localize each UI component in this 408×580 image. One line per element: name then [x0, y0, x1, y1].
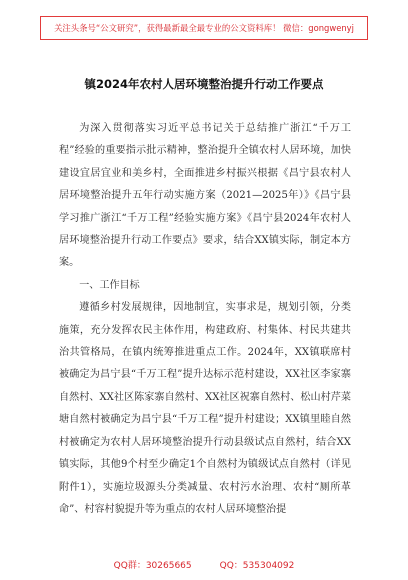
- footer-contact: [0, 558, 408, 571]
- section-heading-work-goals: 一、工作目标: [79, 279, 140, 291]
- footer-qq-number: QQ：535304092: [219, 561, 295, 571]
- document-title: 镇2024年农村人居环境整治提升行动工作要点: [84, 77, 324, 91]
- work-goals-paragraph: 遵循乡村发展规律，因地制宜，实事求是，规划引领，分类施策，充分发挥农民主体作用，构建政府、村集体、村民共建共治共管格局，在镇内统筹推进重点工作。2024年，XX镇联席村被确定为昌宁县“千万工程”提升达标示范村建设，XX社区李家寨自然村、XX社区陈家寨自然村、XX社区祝寨自然村、松山村芹菜塘自然村被确定为昌宁县“千万工程”提升村建设；XX镇里睦自然村被确定为农村人居环境整治提升行动县级试点自然村，结合XX镇实际，其他9个村至少确定1个自然村为镇级试点自然村（详见附件1），实施垃圾源头分类减量、农村污水治理、农村“厕所革命”、村容村貌提升等为重点的农村人居环境整治提: [59, 302, 351, 515]
- document-body: [59, 118, 351, 521]
- footer-qq-group: QQ群：30265665: [113, 561, 192, 571]
- promo-banner-text: 关注头条号“公文研究”，获得最新最全最专业的公文资料库！ 微信：gongwenyj: [54, 23, 354, 33]
- promo-banner: [40, 16, 368, 40]
- intro-paragraph: 为深入贯彻落实习近平总书记关于总结推广浙江“千万工程”经验的重要指示批示精神，整治提升全镇农村人居环境，加快建设宜居宜业和美乡村，全面推进乡村振兴根据《昌宁县农村人居环境整治提升五年行动实施方案（2021—2025年）》《昌宁县学习推广浙江“千万工程”经验实施方案》《昌宁县2024年农村人居环境整治提升行动工作要点》要求，结合XX镇实际，制定本方案。: [59, 123, 351, 269]
